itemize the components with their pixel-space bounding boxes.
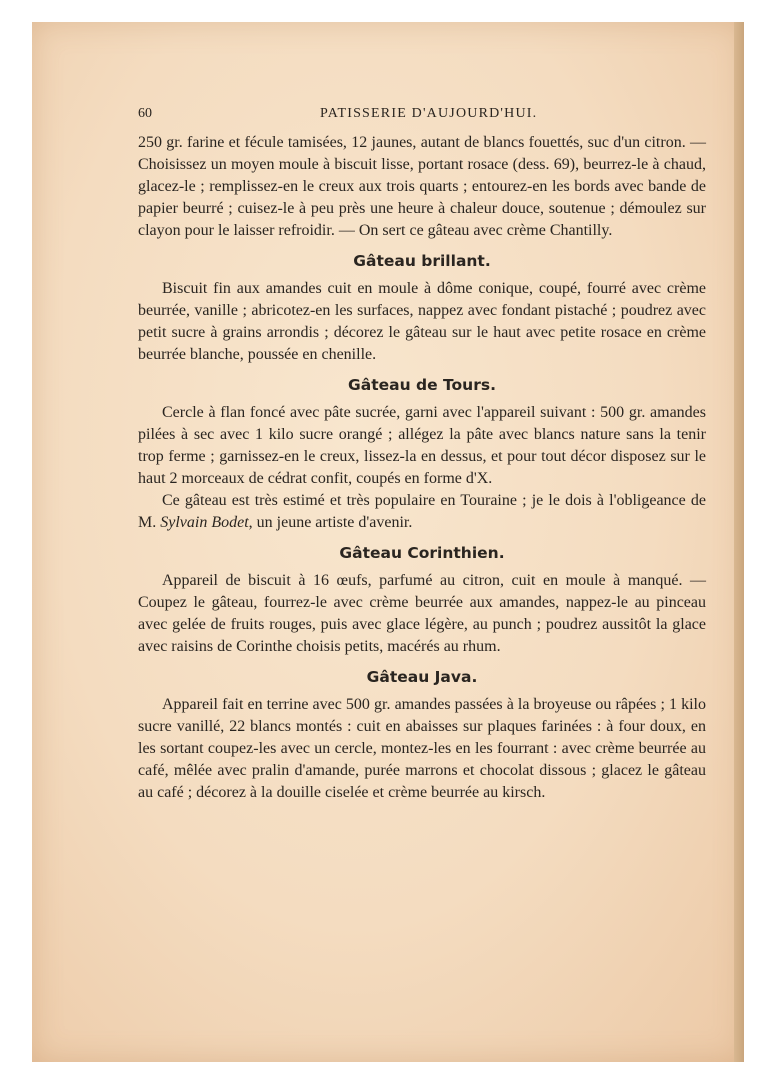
author-name: Sylvain Bodet [160,514,249,531]
book-page [32,22,744,1062]
section-title-gateau-java: Gâteau Java. [366,668,478,686]
section-title-gateau-brillant: Gâteau brillant. [353,252,491,270]
paragraph-gateau-de-tours: Cercle à flan foncé avec pâte sucrée, garni avec l'appareil suivant : 500 gr. amandes pilées à sec avec 1 kilo sucre orangé ; allégez la pâte avec blancs nature sans la tenir trop ferme ; garnissez-en le creux, lissez-la en dessus, et pour tout décor disposez sur le haut 2 morceaux de cédrat confit, coupés en forme d'X. [138,404,706,487]
paragraph-gateau-java: Appareil fait en terrine avec 500 gr. amandes passées à la broyeuse ou râpées ; 1 kilo sucre vanillé, 22 blancs montés : cuit en abaisses sur plaques farinées : à four doux, en les sortant coupez-les avec un cercle, montez-les en les fourrant : avec crème beurrée au café, mêlée avec pralin d'amande, purée marrons et chocolat dissous ; glacez le gâteau au café ; décorez à la douille ciselée et crème beurrée au kirsch. [138,696,706,801]
note-text-before: Ce gâteau est très estimé et très populaire en Touraine ; je le dois à l'obligeance de M. [138,492,706,531]
page-number: 60 [138,106,152,121]
note-text-after: , un jeune artiste d'avenir. [248,514,413,531]
paragraph-gateau-de-tours-note [138,490,706,534]
section-title-gateau-de-tours: Gâteau de Tours. [348,376,496,394]
running-title: PATISSERIE D'AUJOURD'HUI. [320,106,538,121]
page-content [138,106,706,804]
page-header [138,106,706,128]
intro-paragraph: 250 gr. farine et fécule tamisées, 12 jaunes, autant de blancs fouettés, suc d'un citron. — Choisissez un moyen moule à biscuit lisse, portant rosace (dess. 69), beurrez-le à chaud, glacez-le ; remplissez-en le creux aux trois quarts ; entourez-en les bords avec bande de papier beurré ; cuisez-le à peu près une heure à chaleur douce, soutenue ; démoulez sur clayon pour le laisser refroidir. — On sert ce gâteau avec crème Chantilly. [138,134,706,239]
paragraph-gateau-corinthien: Appareil de biscuit à 16 œufs, parfumé au citron, cuit en moule à manqué. — Coupez le gâteau, fourrez-le avec crème beurrée aux amandes, nappez-le au pinceau avec gelée de fruits rouges, puis avec glace légère, au punch ; poudrez aussitôt la glace avec raisins de Corinthe choisis petits, macérés au rhum. [138,572,706,655]
paragraph-gateau-brillant: Biscuit fin aux amandes cuit en moule à dôme conique, coupé, fourré avec crème beurrée, vanille ; abricotez-en les surfaces, nappez avec fondant pistaché ; poudrez avec petit sucre à grains arrondis ; décorez le gâteau sur le haut avec petite rosace en crème beurrée blanche, poussée en chenille. [138,280,706,363]
page-edge [734,22,744,1062]
section-title-gateau-corinthien: Gâteau Corinthien. [339,544,505,562]
